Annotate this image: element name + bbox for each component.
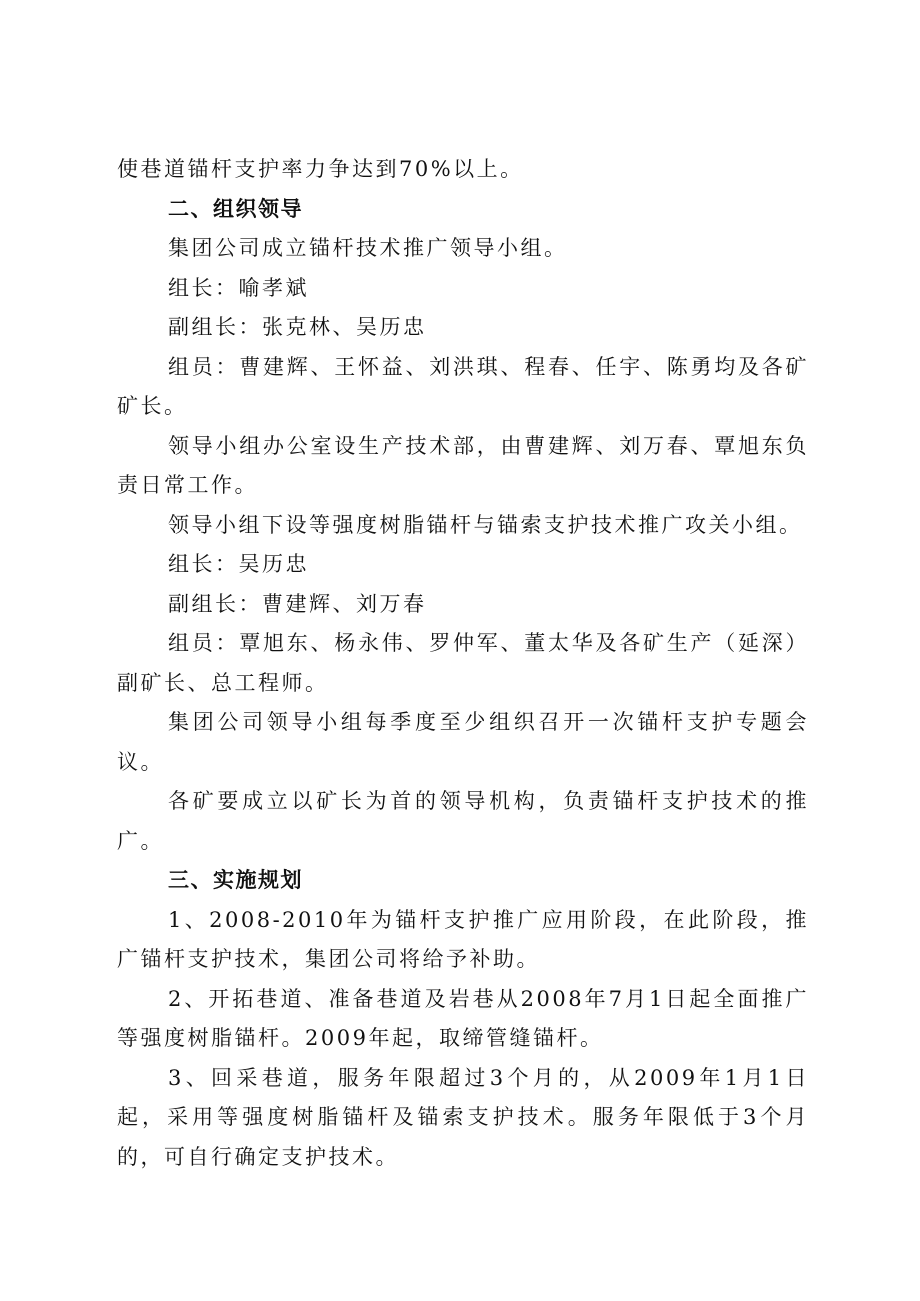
body-paragraph: 副组长：曹建辉、刘万春 <box>168 591 427 616</box>
body-paragraph: 领导小组办公室设生产技术部，由曹建辉、刘万春、覃旭东负责日常工作。 <box>117 433 809 497</box>
document-page <box>117 150 809 1177</box>
section-heading-implementation: 三、实施规划 <box>168 868 303 892</box>
body-paragraph: 2、开拓巷道、准备巷道及岩巷从2008年7月1日起全面推广等强度树脂锚杆。2009年起，取缔管缝锚杆。 <box>117 986 809 1050</box>
body-paragraph: 集团公司领导小组每季度至少组织召开一次锚杆支护专题会议。 <box>117 710 809 774</box>
body-paragraph: 各矿要成立以矿长为首的领导机构，负责锚杆支护技术的推广。 <box>117 789 809 853</box>
body-paragraph: 组员：覃旭东、杨永伟、罗仲军、董太华及各矿生产（延深）副矿长、总工程师。 <box>117 631 809 695</box>
body-paragraph: 组长：喻孝斌 <box>168 275 309 300</box>
body-paragraph: 集团公司成立锚杆技术推广领导小组。 <box>168 236 568 260</box>
body-paragraph: 副组长：张克林、吴历忠 <box>168 315 427 339</box>
section-heading-organization: 二、组织领导 <box>168 196 303 221</box>
body-paragraph: 组长：吴历忠 <box>168 552 309 576</box>
body-paragraph: 领导小组下设等强度树脂锚杆与锚索支护技术推广攻关小组。 <box>168 512 803 537</box>
body-paragraph: 使巷道锚杆支护率力争达到70%以上。 <box>117 157 524 181</box>
body-paragraph: 1、2008-2010年为锚杆支护推广应用阶段，在此阶段，推广锚杆支护技术，集团公司将给予补助。 <box>117 907 809 971</box>
body-paragraph: 组员：曹建辉、王怀益、刘洪琪、程春、任宇、陈勇均及各矿矿长。 <box>117 354 809 418</box>
body-paragraph: 3、回采巷道，服务年限超过3个月的，从2009年1月1日起，采用等强度树脂锚杆及锚索支护技术。服务年限低于3个月的，可自行确定支护技术。 <box>117 1065 809 1169</box>
